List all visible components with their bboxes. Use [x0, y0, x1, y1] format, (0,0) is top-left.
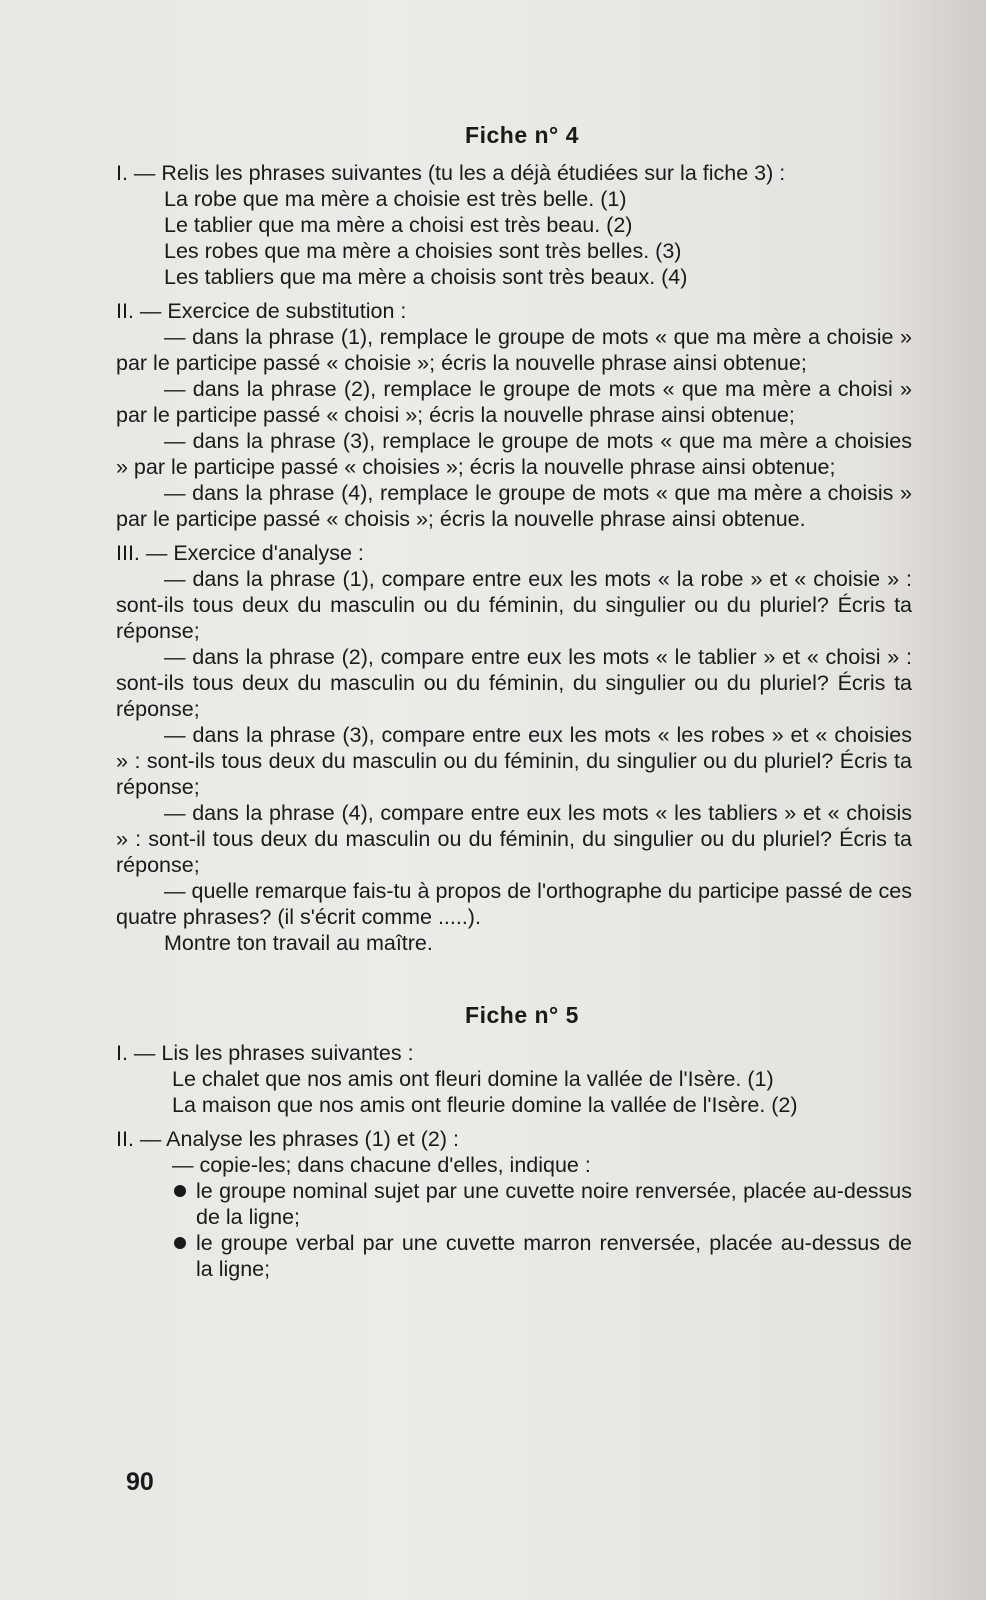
exercise-paragraph: — dans la phrase (3), remplace le groupe de mots « que ma mère a choisies » par le participe passé « choisies »; écris la nouvelle phrase ainsi obtenue;	[116, 429, 912, 479]
exercise-paragraph: — dans la phrase (4), compare entre eux les mots « les tabliers » et « choisis » : sont-il tous deux du masculin ou du féminin, du singulier ou du pluriel? Écris ta réponse;	[116, 801, 912, 877]
bullet-dot-icon	[174, 1185, 186, 1197]
sentence-line: Le chalet que nos amis ont fleuri domine la vallée de l'Isère. (1)	[172, 1067, 774, 1091]
bullet-item	[116, 1230, 912, 1282]
sentence-line: Le tablier que ma mère a choisi est très beau. (2)	[164, 213, 633, 237]
section-heading: III. — Exercice d'analyse :	[116, 541, 364, 565]
exercise-paragraph: — dans la phrase (2), compare entre eux les mots « le tablier » et « choisi » : sont-ils tous deux du masculin ou du féminin, du singulier ou du pluriel? Écris ta réponse;	[116, 645, 912, 721]
section-heading: I. — Relis les phrases suivantes (tu les a déjà étudiées sur la fiche 3) :	[116, 161, 786, 185]
exercise-paragraph: — dans la phrase (2), remplace le groupe de mots « que ma mère a choisi » par le participe passé « choisi »; écris la nouvelle phrase ainsi obtenue;	[116, 377, 912, 427]
closing-instruction: Montre ton travail au maître.	[164, 931, 433, 955]
sentence-line: Les tabliers que ma mère a choisis sont très beaux. (4)	[164, 265, 688, 289]
sentence-line: La robe que ma mère a choisie est très belle. (1)	[164, 187, 627, 211]
bullet-item	[116, 1178, 912, 1230]
section-heading: I. — Lis les phrases suivantes :	[116, 1041, 414, 1065]
fiche-4-section-3	[116, 540, 912, 956]
exercise-paragraph: — quelle remarque fais-tu à propos de l'orthographe du participe passé de ces quatre phrases? (il s'écrit comme .....).	[116, 879, 912, 929]
fiche-4-title: Fiche n° 4	[465, 122, 579, 148]
sentence-line: Les robes que ma mère a choisies sont très belles. (3)	[164, 239, 682, 263]
bullet-dot-icon	[174, 1237, 186, 1249]
fiche-5-section-1	[116, 1040, 912, 1118]
page-number: 90	[126, 1468, 154, 1496]
exercise-paragraph: — dans la phrase (3), compare entre eux les mots « les robes » et « choisies » : sont-ils tous deux du masculin ou du féminin, du singulier ou du pluriel? Écris ta réponse;	[116, 723, 912, 799]
bullet-text: le groupe verbal par une cuvette marron renversée, placée au-dessus de la ligne;	[196, 1231, 912, 1281]
section-heading: II. — Exercice de substitution :	[116, 299, 407, 323]
fiche-4-section-1	[116, 160, 912, 290]
fiche-5-section-2	[116, 1126, 912, 1282]
fiche-4-section-2	[116, 298, 912, 532]
page-content	[116, 122, 912, 1282]
exercise-paragraph: — dans la phrase (1), compare entre eux les mots « la robe » et « choisie » : sont-ils tous deux du masculin ou du féminin, du singulier ou du pluriel? Écris ta réponse;	[116, 567, 912, 643]
exercise-intro: — copie-les; dans chacune d'elles, indique :	[172, 1153, 591, 1177]
exercise-paragraph: — dans la phrase (1), remplace le groupe de mots « que ma mère a choisie » par le participe passé « choisie »; écris la nouvelle phrase ainsi obtenue;	[116, 325, 912, 375]
fiche-5-title: Fiche n° 5	[465, 1002, 579, 1028]
exercise-paragraph: — dans la phrase (4), remplace le groupe de mots « que ma mère a choisis » par le participe passé « choisis »; écris la nouvelle phrase ainsi obtenue.	[116, 481, 912, 531]
sentence-line: La maison que nos amis ont fleurie domine la vallée de l'Isère. (2)	[172, 1093, 798, 1117]
section-heading: II. — Analyse les phrases (1) et (2) :	[116, 1127, 459, 1151]
bullet-text: le groupe nominal sujet par une cuvette noire renversée, placée au-dessus de la ligne;	[196, 1179, 912, 1229]
